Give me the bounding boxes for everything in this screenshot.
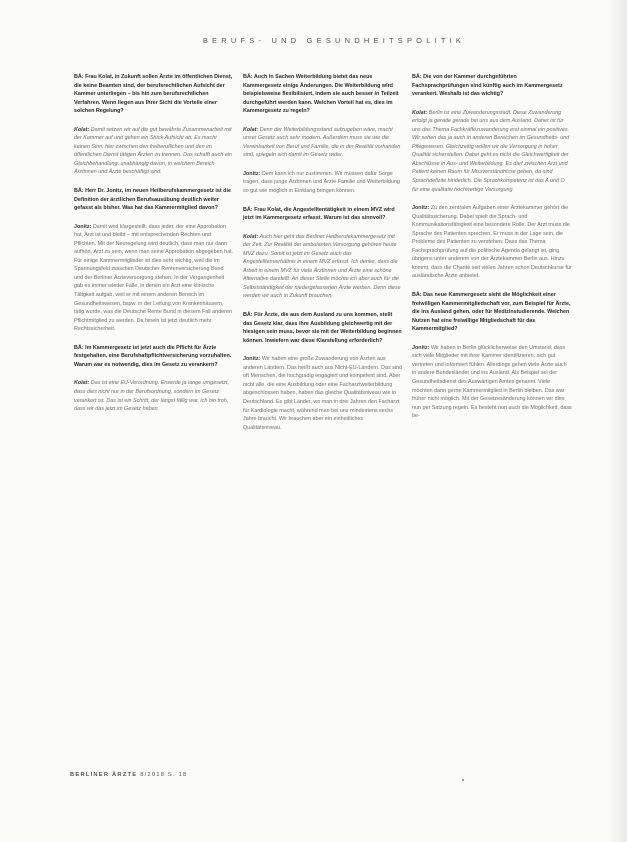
interview-answer <box>412 344 572 421</box>
footer-issue: 8/2018 S. 18 <box>140 772 188 778</box>
interview-question: BÄ: Im Kammergesetz ist jetzt auch die Pflicht für Ärzte festgehalten, eine Berufshaftpflichtversicherung vorzuhalten. Warum war es notwendig, dies im Gesetz zu verankern? <box>74 344 232 368</box>
interview-answer <box>243 170 403 196</box>
page-edge-shadow <box>607 0 627 842</box>
interview-answer <box>74 223 234 334</box>
interview-question: BÄ: Frau Kolat, in Zukunft sollen Ärzte im öffentlichen Dienst, die keine Beamten sind, der berufsrechtlichen Aufsicht der Kammer unterliegen – bis hin zum berufsrechtlichen Verfahren. Wenn liegen aus Ihrer Sicht die Vorteile einer solchen Regelung? <box>74 74 233 115</box>
answer-text: Damit wird klargestellt, dass jeder, der eine Approbation hat, Arzt ist und bleibt – mit entsprechenden Rechten und Pflichten. Mit der Neuregelung wird deutlich, dass man nur dann aufhört, Arzt zu sein, wenn man seine Approbation abgegeben hat. Für einige Kammermitglieder ist dies sehr wichtig, weil die im Spannungsfeld zwischen Deutscher Rentenversicherung Bund und der Berliner Ärzteversorgung stehen. In der Vergangenheit gab es immer wieder Fälle, in denen ein Arzt eine klinische Tätigkeit aufgab, weil er mit einem anderen Bereich im Gesundheitswesen, bspw. in der Leitung von Krankenhäusern, tätig wurde, was die Deutsche Rente Bund in diesem Fall anderen Pflichtmitglied zu werden. Da hinein ist jetzt deutlich mehr Rechtssicherheit. <box>74 223 234 333</box>
speaker-label: Kolat: <box>74 380 90 387</box>
answer-text: Dem kann ich nur zustimmen. Wir müssen dafür Sorge tragen, dass junge Ärztinnen und Ärzte Familie und Weiterbildung so gut wie möglich in Einklang bringen können. <box>243 170 400 195</box>
interview-answer <box>74 126 234 177</box>
speaker-label: Jonitz: <box>243 170 261 177</box>
interview-question: BÄ: Das neue Kammergesetz sieht die Möglichkeit einer freiwilligen Kammermitgliedschaft vor, zum Beispiel für Ärzte, die ins Ausland gehen, oder für Medizinstudierende. Welchen Nutzen hat eine freiwillige Mitgliedschaft für das Kammermitglied? <box>412 292 571 333</box>
interview-answer <box>243 355 403 432</box>
answer-text: Das ist eine EU-Verordnung. Erwerde ja lange umgesetzt, dass dies nicht nur in der Berufsordnung, sondern im Gesetz verankert ist. Das ist ein Schritt, der längst fällig war, ich bin froh, dass wir das jetzt im Gesetz haben. <box>74 380 230 413</box>
page-dot <box>462 779 464 781</box>
interview-question: BÄ: Die von der Kammer durchgeführten Fachsprachprüfungen sind künftig auch im Kammergesetz verankert. Weshalb ist das wichtig? <box>412 74 563 98</box>
interview-answer <box>412 109 572 194</box>
interview-answer <box>412 204 572 281</box>
text-column-3 <box>412 73 572 738</box>
speaker-label: Jonitz: <box>74 223 92 230</box>
answer-text: Damit setzen wir auf die gut bewährte Zusammenarbeit mit der Kammer auf und gehen ein Stück Aufsicht ab. Es macht keinen Sinn, hier zwischen den freiberuflichen und den im öffentlichen Dienst tätigen Ärzten zu trennen. Das schafft auch ein Gleichbehandlung, unabhängig davon, in welchem Bereich Ärztinnen und Ärzte beschäftigt sind. <box>74 126 232 176</box>
interview-answer <box>74 379 234 413</box>
interview-answer <box>243 126 403 160</box>
answer-text: Denn der Weiterbildungsstand aufzugeben wäre, macht unser Gesetz auch sehr modern. Außerdem muss sie wie die Vereinbarkeit von Beruf und Familie, die in der Realität vorhanden sind, spiegeln sich damit im Gesetz wider. <box>243 126 401 159</box>
interview-question: BÄ: Auch in Sachen Weiterbildung bietet das neue Kammergesetz einige Änderungen. Die Weiterbildung wird beispielsweise flexibilisiert, indem sie auch besser in Teilzeit durchgeführt werden kann. Welchen Vorteil hat es, dies im Kammergesetz zu regeln? <box>243 74 399 115</box>
speaker-label: Kolat: <box>243 233 259 240</box>
text-column-1 <box>74 73 234 738</box>
interview-question: BÄ: Frau Kolat, die Angestelltentätigkeit in einem MVZ wird jetzt im Kammergesetz erfasst. Warum ist das sinnvoll? <box>243 206 395 222</box>
speaker-label: Jonitz: <box>412 344 430 351</box>
speaker-label: Jonitz: <box>243 356 261 363</box>
page-header: BERUFS- UND GESUNDHEITSPOLITIK <box>202 36 466 45</box>
answer-text: Berlin ist eine Zuwanderungsstadt. Diese Zuwanderung erfolgt ja gerade gerade bei uns aus dem Ausland. Daher ist für uns das Thema Fachkräftezuwanderung erst einmal ein positives. Wir sehen das ja auch in anderen Bereichen im Gesundheits- und Pflegewesen. Gleichzeitig wollen wir die Versorgung in hoher Qualität sicherstellen. Dabei geht es nicht die Gleichwertigkeit der Abschlüsse in Aus- und Weiterbildung. Es darf zwischen Arzt und Patient keinen Raum für Missverständnisse geben, da sind Sprachdefizite hinderlich. Die Sprachkompetenz ist das A und O für eine qualitativ hochwertige Versorgung. <box>412 109 570 193</box>
speaker-label: Kolat: <box>74 126 90 133</box>
answer-text: Wir haben in Berlin glücklicherweise den Umstand, dass sich viele Mitglieder mit ihrer Kammer identifizieren, sich gut vertreten und informiert fühlen. Allerdings gehen viele Ärzte auch in andere Bundesländer und ins Ausland. Als Beispiel sei der Gesundheitsdienst des Auswärtigen Amtes genannt. Viele möchten dann gerne Kammermitglied in Berlin bleiben. Das war früher nicht möglich. Mit der Gesetzesänderung können wir dies nun per Satzung regeln. Es besteht nun auch die Möglichkeit, dass be- <box>412 344 572 420</box>
speaker-label: Jonitz: <box>412 205 430 212</box>
interview-question: BÄ: Für Ärzte, die aus dem Ausland zu uns kommen, stellt das Gesetz klar, dass ihre Ausbildung gleichwertig mit der hiesigen sein muss, bevor sie mit der Weiterbildung beginnen können. Inwiefern war diese Klarstellung erforderlich? <box>243 312 402 344</box>
interview-question: BÄ: Herr Dr. Jonitz, im neuen Heilberufskammergesetz ist die Definition der ärztlichen Berufsausübung deutlich weiter gefasst als bisher. Was hat das Kammermitglied davon? <box>74 188 231 212</box>
page-footer <box>70 772 187 778</box>
answer-text: Wir haben eine große Zuwanderung von Ärzten aus anderen Ländern. Das heißt auch aus Nicht-EU-Ländern. Das sind oft Menschen, die hochgradig engagiert und kompetent sind. Aber nicht alle, die eine Ausbildung oder eine Facharztweiterbildung abgeschlossen haben, haben das gleiche Qualitätsniveau wie in Deutschland. Es gibt Länder, wo man in drei Jahren den Facharzt für Kardiologie macht, während man bei uns mindestens sechs Jahre braucht. Wir brauchen aber ein einheitliches Qualitätsniveau. <box>243 356 403 431</box>
answer-text: Auch hier geht das Berliner Heilberufekammergesetz mit der Zeit. Zur Realität der ambulanten Versorgung gehören heute MVZ dazu. Somit ist jetzt im Gesetz auch das Angestelltenverhältnis in einem MVZ erfasst. Ich denke, dass die Arbeit in einem MVZ für viele Ärztinnen und Ärzte eine schöne Alternative darstellt. An dieser Stelle möchte ich aber auch für die Selbstständigkeit der niedergelassenen Ärzte werben. Denn diese werden wir auch in Zukunft brauchen. <box>243 233 401 300</box>
interview-answer <box>243 233 403 301</box>
text-column-2 <box>243 73 403 738</box>
answer-text: Zu den zentralen Aufgaben einer Ärztekammer gehört die Qualitätssicherung. Dabei spielt die Sprach- und Kommunikationsfähigkeit eine besondere Rolle. Der Arzt muss die Sprache des Patienten sprechen. Er muss in der Lage sein, die Probleme des Patienten zu verstehen. Dass das Thema Fachsprachprüfung auf die politische Agenda gelangt ist, ging übrigens unter anderem von der Ärztekammer Berlin aus. Hinzu kommt, dass die Charité seit vielen Jahren schon Deutschkurse für ausländische Ärzte anbietet. <box>412 205 572 280</box>
speaker-label: Kolat: <box>243 126 259 133</box>
speaker-label: Kolat: <box>412 109 428 116</box>
footer-magazine-title: BERLINER ÄRZTE <box>70 772 138 778</box>
